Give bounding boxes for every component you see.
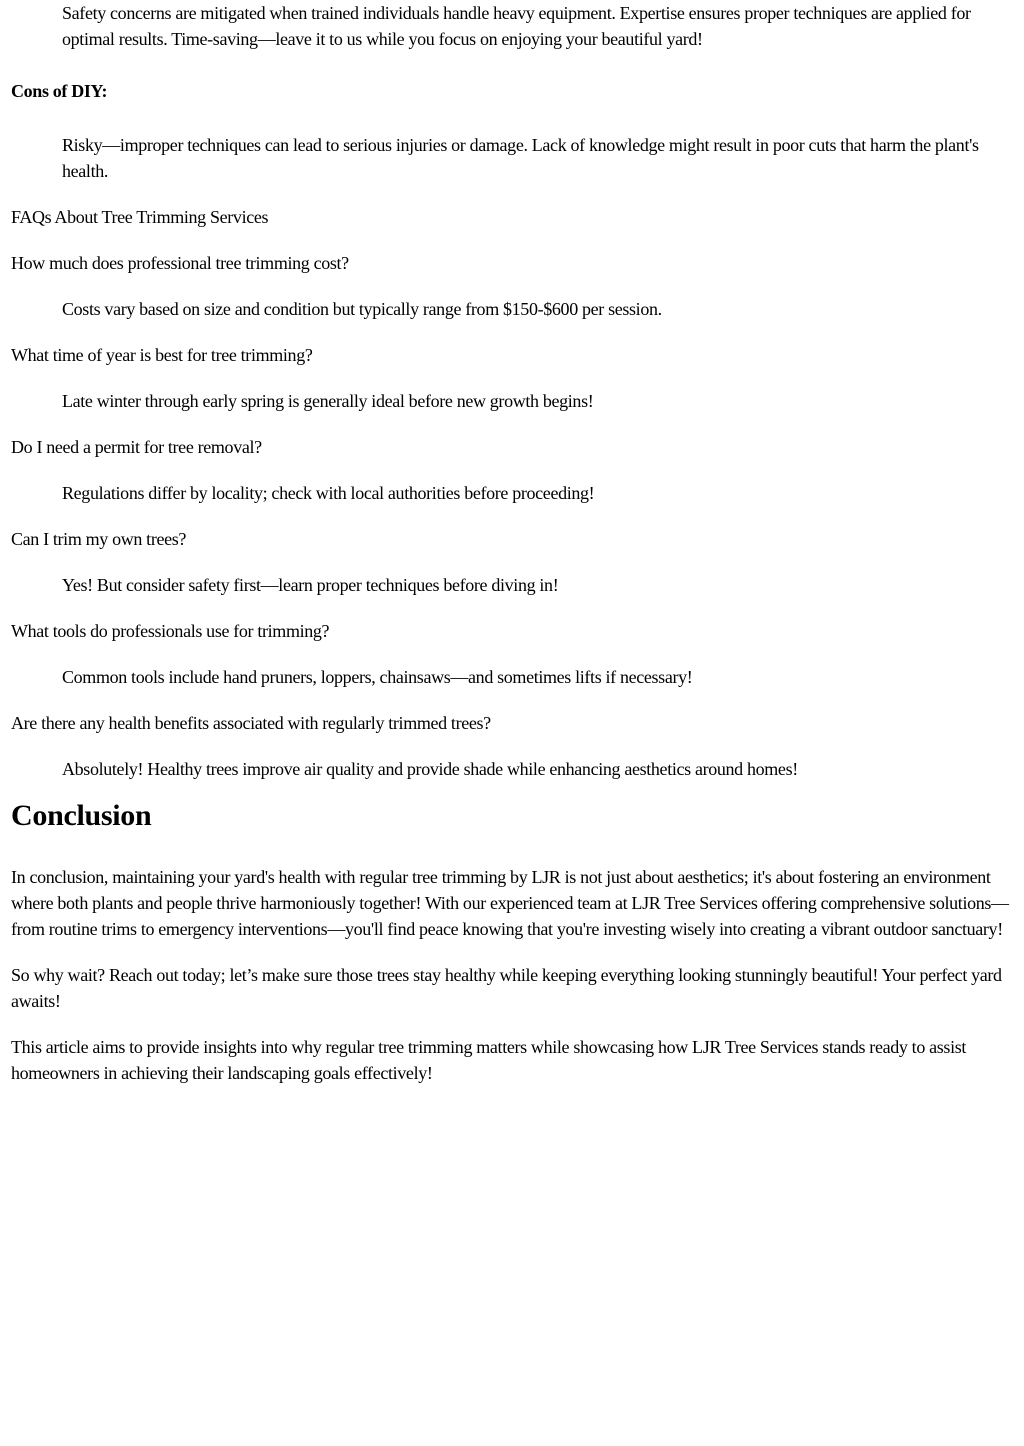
faq-item bbox=[11, 710, 1015, 782]
faq-question: How much does professional tree trimming cost? bbox=[11, 253, 349, 273]
pros-continued-text: Safety concerns are mitigated when trained individuals handle heavy equipment. Expertise ensures proper techniques are applied for optimal results. Time-saving—leave it to us while you focus on enjoying your beautiful yard! bbox=[62, 3, 971, 49]
article-page bbox=[11, 0, 1015, 1086]
faq-item bbox=[11, 434, 1015, 506]
conclusion-paragraph: In conclusion, maintaining your yard's health with regular tree trimming by LJR is not just about aesthetics; it's about fostering an environment where both plants and people thrive harmoniously together! With our experienced team at LJR Tree Services offering comprehensive solutions—from routine trims to emergency interventions—you'll find peace knowing that you're investing wisely into creating a vibrant outdoor sanctuary! bbox=[11, 867, 1009, 939]
faq-item bbox=[11, 526, 1015, 598]
conclusion-paragraph: So why wait? Reach out today; let’s make sure those trees stay healthy while keeping everything looking stunningly beautiful! Your perfect yard awaits! bbox=[11, 965, 1002, 1011]
faq-question: Can I trim my own trees? bbox=[11, 529, 187, 549]
faq-question: What time of year is best for tree trimming? bbox=[11, 345, 313, 365]
faq-item bbox=[11, 618, 1015, 690]
faq-answer: Absolutely! Healthy trees improve air quality and provide shade while enhancing aesthetics around homes! bbox=[62, 759, 798, 779]
faq-title: FAQs About Tree Trimming Services bbox=[11, 207, 269, 227]
faq-item bbox=[11, 250, 1015, 322]
faq-question: What tools do professionals use for trimming? bbox=[11, 621, 330, 641]
faq-answer: Common tools include hand pruners, loppers, chainsaws—and sometimes lifts if necessary! bbox=[62, 667, 693, 687]
faq-answer: Regulations differ by locality; check with local authorities before proceeding! bbox=[62, 483, 595, 503]
faq-question: Do I need a permit for tree removal? bbox=[11, 437, 262, 457]
faq-question: Are there any health benefits associated with regularly trimmed trees? bbox=[11, 713, 491, 733]
faq-list bbox=[11, 250, 1015, 782]
cons-body-text: Risky—improper techniques can lead to serious injuries or damage. Lack of knowledge might result in poor cuts that harm the plant's health. bbox=[62, 135, 979, 181]
faq-item bbox=[11, 342, 1015, 414]
cons-heading: Cons of DIY: bbox=[11, 81, 108, 101]
faq-answer: Late winter through early spring is generally ideal before new growth begins! bbox=[62, 391, 594, 411]
conclusion-heading: Conclusion bbox=[11, 799, 152, 832]
faq-answer: Costs vary based on size and condition but typically range from $150-$600 per session. bbox=[62, 299, 662, 319]
faq-answer: Yes! But consider safety first—learn proper techniques before diving in! bbox=[62, 575, 559, 595]
conclusion-paragraph: This article aims to provide insights into why regular tree trimming matters while showcasing how LJR Tree Services stands ready to assist homeowners in achieving their landscaping goals effectively! bbox=[11, 1037, 967, 1083]
